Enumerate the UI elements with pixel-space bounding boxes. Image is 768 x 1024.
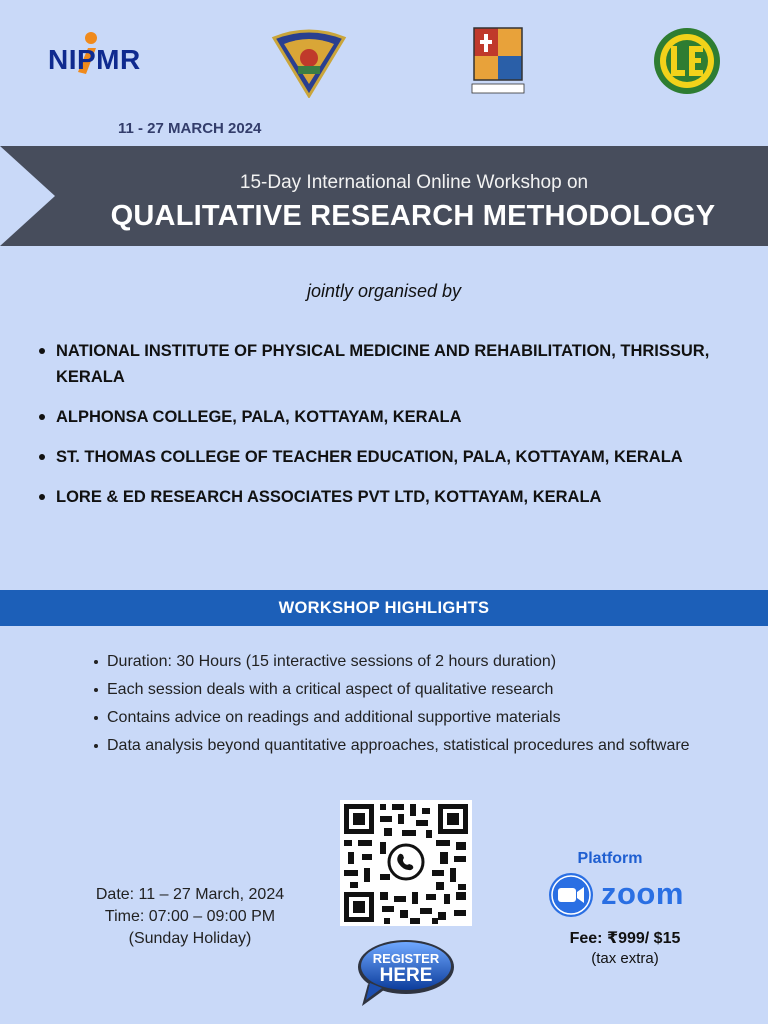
fee-tax-note: (tax extra) bbox=[591, 950, 659, 967]
nipmr-logo bbox=[48, 30, 173, 90]
here-label: HERE bbox=[379, 965, 433, 986]
alphonsa-college-logo bbox=[270, 26, 348, 98]
organiser-item-alphonsa: ALPHONSA COLLEGE, PALA, KOTTAYAM, KERALA bbox=[36, 404, 736, 430]
platform-label: Platform bbox=[577, 850, 643, 867]
jointly-organised-label: jointly organised by bbox=[306, 281, 462, 301]
st-thomas-college-logo bbox=[470, 26, 526, 96]
banner-title: QUALITATIVE RESEARCH METHODOLOGY bbox=[110, 200, 716, 232]
zoom-logo bbox=[546, 872, 696, 918]
organiser-item-lore-ed: LORE & ED RESEARCH ASSOCIATES PVT LTD, KOTTAYAM, KERALA bbox=[36, 484, 736, 510]
logo-row bbox=[0, 0, 768, 110]
qr-code-icon bbox=[340, 800, 472, 926]
st-thomas-shield-icon bbox=[470, 26, 526, 96]
highlight-item: Duration: 30 Hours (15 interactive sessions of 2 hours duration) bbox=[92, 648, 692, 676]
highlight-item: Each session deals with a critical aspect of qualitative research bbox=[92, 676, 692, 704]
event-schedule bbox=[80, 884, 300, 950]
fee-amount: Fee: ₹999/ $15 bbox=[569, 930, 681, 947]
event-note: (Sunday Holiday) bbox=[128, 930, 252, 947]
event-time: Time: 07:00 – 09:00 PM bbox=[104, 908, 276, 925]
nipmr-logo-text: NIPMR bbox=[48, 44, 141, 75]
lore-and-ed-logo bbox=[651, 26, 723, 96]
alphonsa-crest-icon bbox=[270, 26, 348, 98]
registration-qr-code[interactable] bbox=[340, 800, 472, 926]
banner-subtitle: 15-Day International Online Workshop on bbox=[239, 172, 589, 193]
register-label: REGISTER bbox=[372, 951, 440, 966]
highlight-item: Data analysis beyond quantitative approaches, statistical procedures and software bbox=[92, 732, 692, 760]
organiser-item-st-thomas: ST. THOMAS COLLEGE OF TEACHER EDUCATION, PALA, KOTTAYAM, KERALA bbox=[36, 444, 736, 470]
highlights-list bbox=[92, 648, 692, 760]
event-date: Date: 11 – 27 March, 2024 bbox=[95, 886, 285, 903]
organiser-item-nipmr: NATIONAL INSTITUTE OF PHYSICAL MEDICINE AND REHABILITATION, THRISSUR, KERALA bbox=[36, 338, 736, 390]
zoom-camera-icon bbox=[548, 872, 594, 918]
whatsapp-icon bbox=[389, 845, 423, 879]
workshop-date-header: 11 - 27 MARCH 2024 bbox=[118, 120, 262, 137]
lore-emblem-icon bbox=[651, 26, 723, 96]
organiser-list bbox=[36, 338, 736, 524]
speech-bubble-icon bbox=[354, 936, 458, 1008]
register-here-button[interactable] bbox=[354, 936, 458, 1008]
highlight-item: Contains advice on readings and additional supportive materials bbox=[92, 704, 692, 732]
zoom-wordmark: zoom bbox=[601, 876, 684, 911]
workshop-highlights-header: WORKSHOP HIGHLIGHTS bbox=[0, 590, 768, 626]
